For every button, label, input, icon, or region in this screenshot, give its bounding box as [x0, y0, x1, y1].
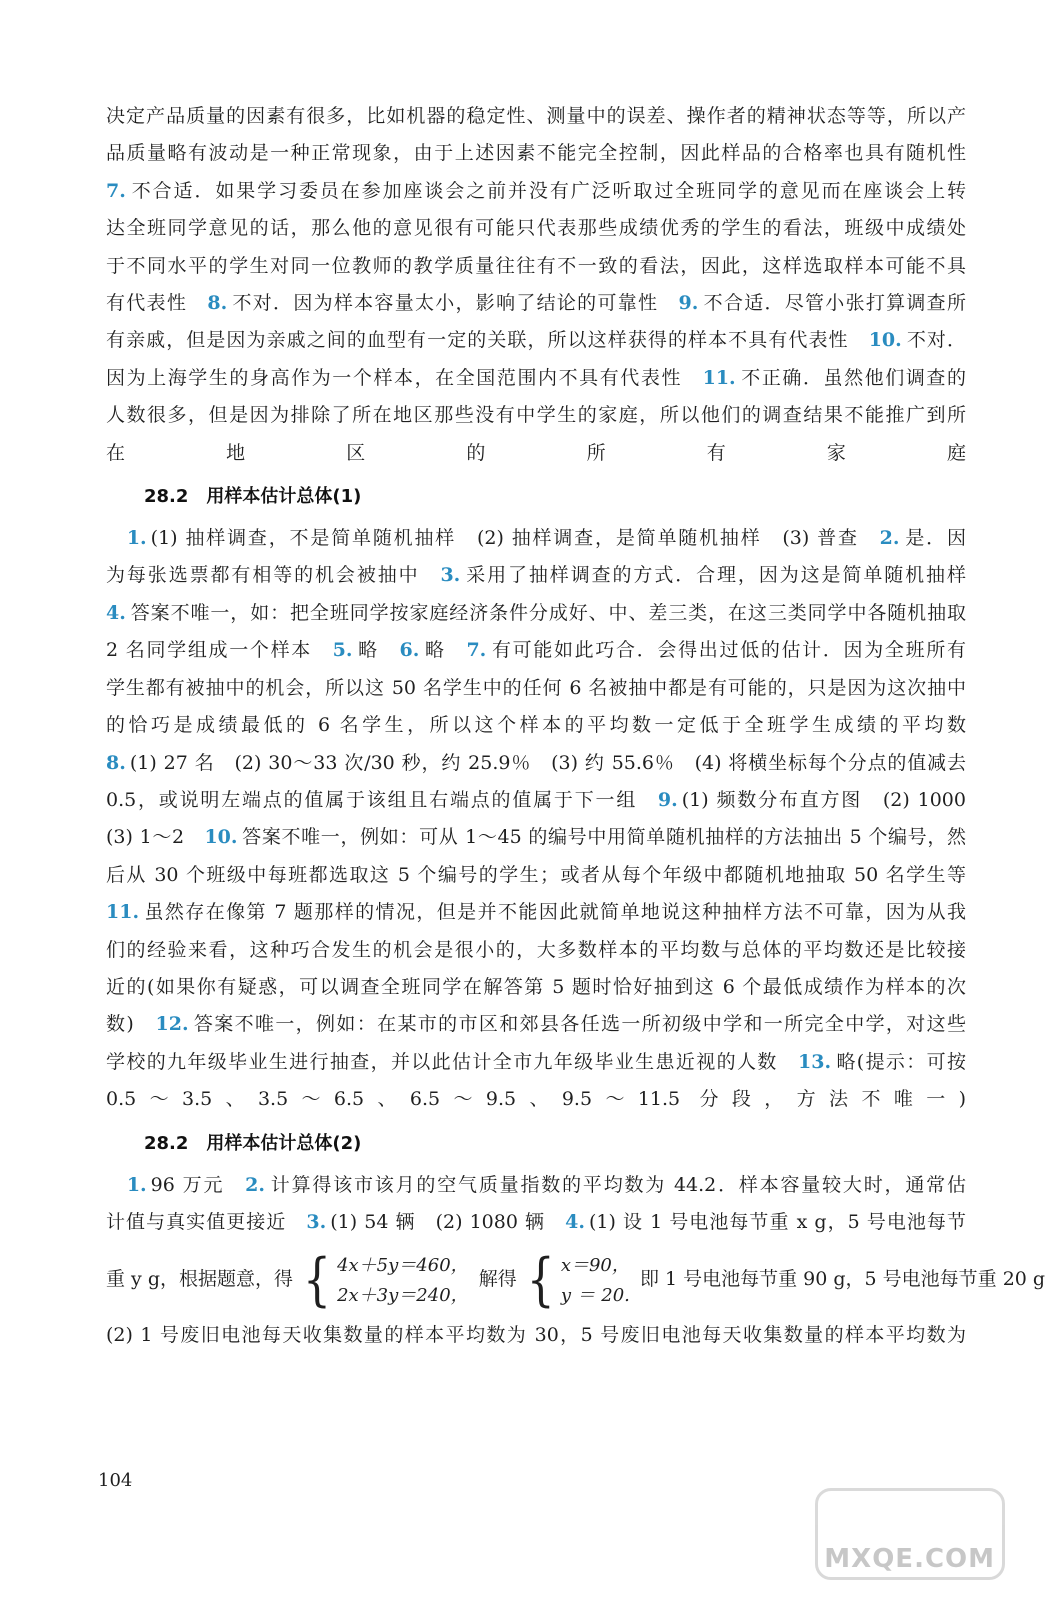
- text-line: 数) 12. 答案不唯一，例如：在某市的市区和郊县各任选一所初级中学和一所完全中学，对这些: [106, 1013, 966, 1036]
- text-line: 计值与真实值更接近 3. (1) 54 辆 (2) 1080 辆 4. (1) 设 1 号电池每节重 x g，5 号电池每节: [106, 1210, 966, 1233]
- section-heading: 28.2 用样本估计总体(1): [144, 486, 362, 508]
- equation-system: [303, 1242, 469, 1318]
- text-line: 8. (1) 27 名 (2) 30～33 次/30 秒，约 25.9％ (3) 约 55.6％ (4) 将横坐标每个分点的值减去: [106, 751, 966, 774]
- question-number: 7.: [106, 179, 126, 202]
- page-number: 104: [98, 1470, 133, 1491]
- text-line: 达全班同学意见的话，那么他的意见很有可能只代表那些成绩优秀的学生的看法，班级中成绩处: [106, 217, 966, 240]
- question-number: 1.: [126, 527, 147, 550]
- question-number: 2.: [245, 1173, 265, 1196]
- question-number: 12.: [155, 1013, 189, 1036]
- answers-block-28-2-2: [106, 1167, 1045, 1355]
- answers-block-28-1: [106, 98, 966, 472]
- text-line: 后从 30 个班级中每班都选取这 5 个编号的学生；或者从每个年级中都随机地抽取 50 名学生等: [106, 863, 966, 886]
- answer-page: [106, 98, 1045, 1355]
- text-line: 于不同水平的学生对同一位教师的教学质量往往有不一致的看法，因此，这样选取样本可能不具: [106, 254, 966, 277]
- question-number: 9.: [678, 292, 699, 315]
- text-line: 有亲戚，但是因为亲戚之间的血型有一定的关联，所以这样获得的样本不具有代表性 10. 不对．: [106, 329, 966, 352]
- equation-row: 2x＋3y＝240，: [337, 1285, 469, 1307]
- question-number: 4.: [565, 1210, 585, 1233]
- text-line: 学校的九年级毕业生进行抽查，并以此估计全市九年级毕业生患近视的人数 13. 略(提示：可按: [106, 1050, 966, 1073]
- question-number: 11.: [106, 901, 140, 924]
- text-line: 人数很多，但是因为排除了所在地区那些没有中学生的家庭，所以他们的调查结果不能推广到所: [106, 404, 966, 427]
- equation-line: 重 y g，根据题意，得 { 4x＋5y＝460， 2x＋3y＝240， 解得 { x＝90， y＝20. 即 1 号电池每节重 90 g，5 号电池每节重 20 g: [106, 1241, 966, 1317]
- equation-row: 4x＋5y＝460，: [337, 1255, 469, 1277]
- text-line: 在地区的所有家庭: [106, 441, 966, 464]
- text-line: 4. 答案不唯一，如：把全班同学按家庭经济条件分成好、中、差三类，在这三类同学中各随机抽取: [106, 601, 966, 624]
- brace-icon: {: [303, 1247, 332, 1314]
- text-line: 11. 虽然存在像第 7 题那样的情况，但是并不能因此就简单地说这种抽样方法不可靠，因为从我: [106, 901, 966, 924]
- question-number: 5.: [332, 639, 353, 662]
- text-line: 决定产品质量的因素有很多，比如机器的稳定性、测量中的误差、操作者的精神状态等等，所以产: [106, 105, 966, 127]
- question-number: 2.: [879, 527, 900, 550]
- question-number: 10.: [868, 329, 902, 352]
- text-line: 们的经验来看，这种巧合发生的机会是很小的，大多数样本的平均数与总体的平均数还是比较接: [106, 938, 966, 961]
- text-line: (3) 1～2 10. 答案不唯一，例如：可从 1～45 的编号中用简单随机抽样的方法抽出 5 个编号，然: [106, 826, 966, 849]
- text-line: 2 名同学组成一个样本 5. 略 6. 略 7. 有可能如此巧合．会得出过低的估计．因为全班所有: [106, 639, 966, 662]
- site-watermark: [815, 1488, 1005, 1580]
- watermark-text: MXQE.COM: [824, 1544, 995, 1574]
- question-number: 3.: [440, 564, 461, 587]
- question-number: 1.: [126, 1173, 147, 1196]
- question-number: 8.: [106, 751, 126, 774]
- text-line: 有代表性 8. 不对．因为样本容量太小，影响了结论的可靠性 9. 不合适．尽管小张打算调查所: [106, 292, 966, 315]
- question-number: 8.: [207, 292, 228, 315]
- question-number: 10.: [204, 826, 238, 849]
- text-line: 7. 不合适．如果学习委员在参加座谈会之前并没有广泛听取过全班同学的意见而在座谈会上转: [106, 179, 966, 202]
- text-line: 1. (1) 抽样调查，不是简单随机抽样 (2) 抽样调查，是简单随机抽样 (3) 普查 2. 是．因: [126, 527, 966, 550]
- section-heading: 28.2 用样本估计总体(2): [144, 1132, 362, 1154]
- question-number: 4.: [106, 601, 126, 624]
- text-line: 0.5～3.5、3.5～6.5、6.5～9.5、9.5～11.5 分段，方法不唯一): [106, 1088, 966, 1111]
- text-line: 因为上海学生的身高作为一个样本，在全国范围内不具有代表性 11. 不正确．虽然他们调查的: [106, 366, 966, 389]
- text-line: 1. 96 万元 2. 计算得该市该月的空气质量指数的平均数为 44.2．样本容量较大时，通常估: [126, 1173, 966, 1196]
- question-number: 9.: [657, 788, 678, 811]
- question-number: 6.: [399, 639, 420, 662]
- question-number: 11.: [702, 366, 736, 389]
- text-line: 近的(如果你有疑惑，可以调查全班同学在解答第 5 题时恰好抽到这 6 个最低成绩作为样本的次: [106, 975, 966, 998]
- question-number: 3.: [306, 1210, 327, 1233]
- text-line: 的恰巧是成绩最低的 6 名学生，所以这个样本的平均数一定低于全班学生成绩的平均数: [106, 714, 966, 737]
- brace-icon: {: [526, 1247, 555, 1314]
- equation-row: x＝90，: [560, 1255, 630, 1277]
- text-line: 0.5，或说明左端点的值属于该组且右端点的值属于下一组 9. (1) 频数分布直方图 (2) 1000: [106, 788, 966, 811]
- text-line: 学生都有被抽中的机会，所以这 50 名学生中的任何 6 名被抽中都是有可能的，只是因为这次抽中: [106, 676, 966, 699]
- question-number: 7.: [466, 639, 487, 662]
- text-line: 品质量略有波动是一种正常现象，由于上述因素不能完全控制，因此样品的合格率也具有随机性: [106, 142, 966, 165]
- text-line: 为每张选票都有相等的机会被抽中 3. 采用了抽样调查的方式．合理，因为这是简单随机抽样: [106, 564, 966, 587]
- question-number: 13.: [798, 1050, 832, 1073]
- equation-row: y＝20.: [560, 1285, 630, 1307]
- solution-system: [527, 1242, 630, 1318]
- text-line: (2) 1 号废旧电池每天收集数量的样本平均数为 30，5 号废旧电池每天收集数量的样本平均数为: [106, 1324, 966, 1347]
- answers-block-28-2-1: [106, 520, 966, 1119]
